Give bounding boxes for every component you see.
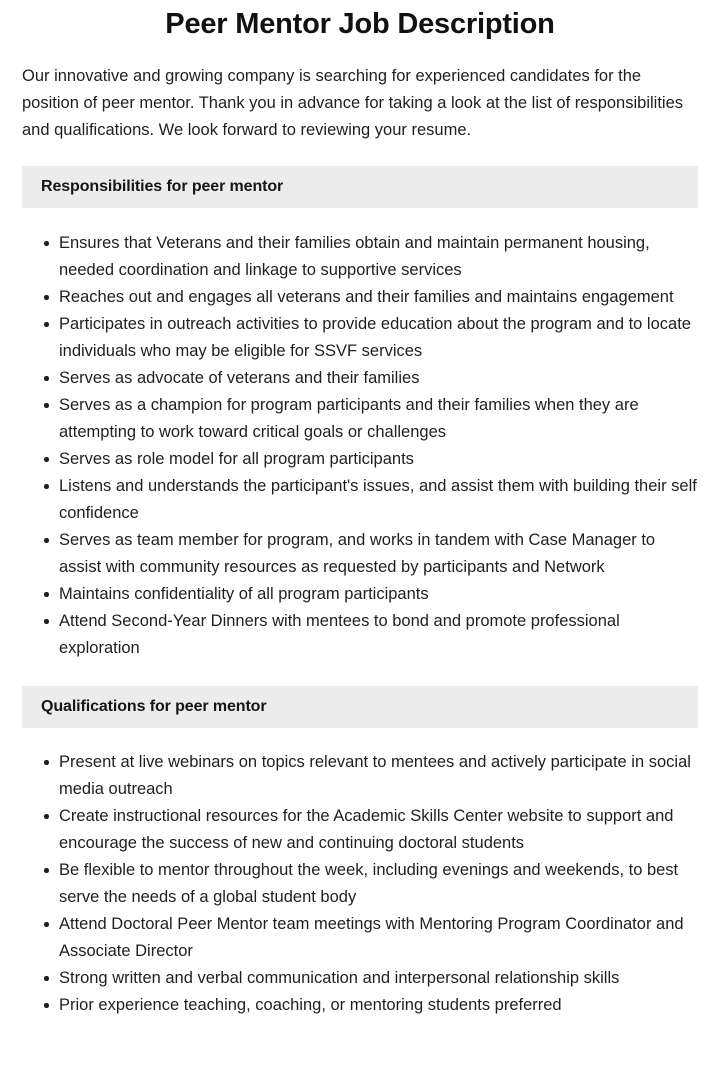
list-item: Maintains confidentiality of all program participants <box>22 581 698 608</box>
list-item: Ensures that Veterans and their families obtain and maintain permanent housing, needed coordination and linkage to supportive services <box>22 230 698 284</box>
list-item: Prior experience teaching, coaching, or mentoring students preferred <box>22 992 698 1019</box>
section-header-responsibilities <box>22 166 698 208</box>
responsibilities-list <box>22 208 698 662</box>
list-item: Be flexible to mentor throughout the week, including evenings and weekends, to best serve the needs of a global student body <box>22 857 698 911</box>
list-item: Serves as role model for all program participants <box>22 446 698 473</box>
list-item: Serves as team member for program, and works in tandem with Case Manager to assist with community resources as requested by participants and Network <box>22 527 698 581</box>
intro-paragraph: Our innovative and growing company is searching for experienced candidates for the position of peer mentor. Thank you in advance for taking a look at the list of responsibilities and qualifications. We look forward to reviewing your resume. <box>22 67 683 139</box>
list-item: Attend Second-Year Dinners with mentees to bond and promote professional exploration <box>22 608 698 662</box>
list-item: Listens and understands the participant's issues, and assist them with building their self confidence <box>22 473 698 527</box>
list-item: Present at live webinars on topics relevant to mentees and actively participate in social media outreach <box>22 749 698 803</box>
section-heading-label: Responsibilities for peer mentor <box>41 178 284 195</box>
section-heading-label: Qualifications for peer mentor <box>41 698 267 715</box>
section-header-qualifications <box>22 686 698 728</box>
section-responsibilities <box>22 166 698 662</box>
job-description-page <box>0 4 720 1019</box>
list-item: Reaches out and engages all veterans and their families and maintains engagement <box>22 284 698 311</box>
page-title: Peer Mentor Job Description <box>165 8 555 40</box>
list-item: Participates in outreach activities to provide education about the program and to locate individuals who may be eligible for SSVF services <box>22 311 698 365</box>
qualifications-list <box>22 728 698 1019</box>
list-item: Serves as a champion for program participants and their families when they are attempting to work toward critical goals or challenges <box>22 392 698 446</box>
list-item: Attend Doctoral Peer Mentor team meetings with Mentoring Program Coordinator and Associate Director <box>22 911 698 965</box>
list-item: Serves as advocate of veterans and their families <box>22 365 698 392</box>
list-item: Create instructional resources for the Academic Skills Center website to support and encourage the success of new and continuing doctoral students <box>22 803 698 857</box>
list-item: Strong written and verbal communication and interpersonal relationship skills <box>22 965 698 992</box>
section-qualifications <box>22 686 698 1019</box>
